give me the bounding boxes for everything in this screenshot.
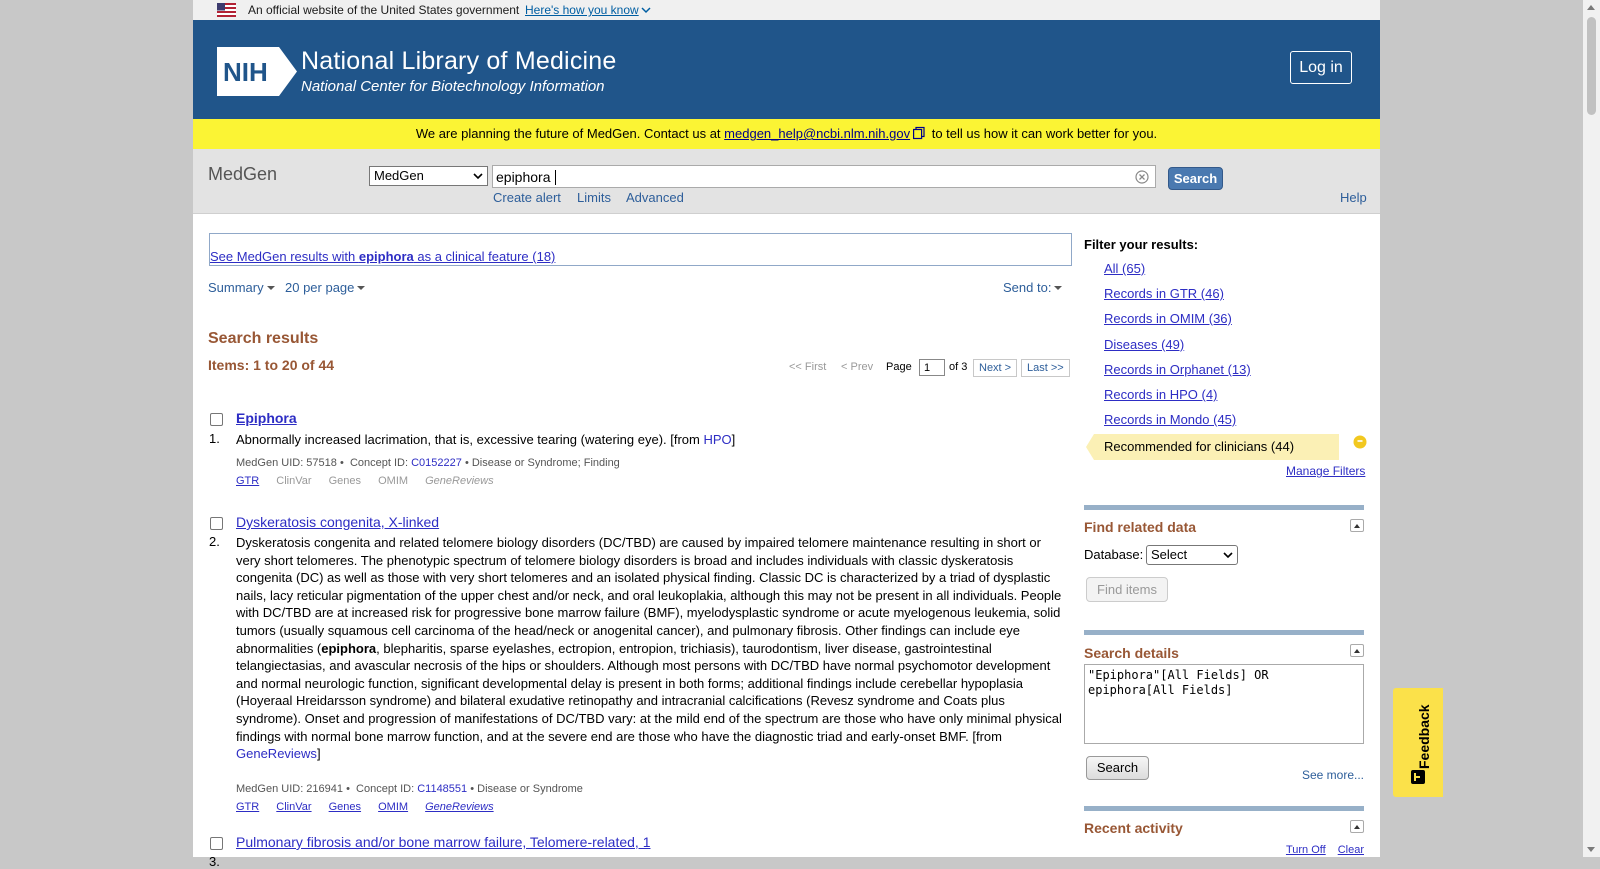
chevron-down-icon bbox=[472, 170, 484, 182]
remove-filter-icon[interactable] bbox=[1353, 435, 1367, 449]
search-bar bbox=[193, 149, 1380, 214]
feedback-label: Feedback bbox=[1416, 704, 1432, 769]
advanced-link[interactable]: Advanced bbox=[626, 190, 684, 205]
contact-email-link[interactable]: medgen_help@ncbi.nlm.nih.gov bbox=[724, 126, 911, 141]
filter-omim[interactable]: Records in OMIM (36) bbox=[1104, 311, 1232, 326]
prev-page-link: < Prev bbox=[841, 361, 874, 373]
feedback-icon bbox=[1410, 769, 1426, 785]
database-name: MedGen bbox=[208, 164, 278, 184]
result-number: 1. bbox=[209, 431, 220, 446]
search-input[interactable]: epiphora bbox=[492, 165, 1156, 188]
find-related-heading: Find related data bbox=[1084, 519, 1197, 535]
gtr-link[interactable]: GTR bbox=[236, 475, 260, 487]
page bbox=[193, 0, 1380, 869]
login-button[interactable]: Log in bbox=[1290, 51, 1352, 84]
filter-all[interactable]: All (65) bbox=[1104, 261, 1146, 276]
result-checkbox[interactable] bbox=[210, 413, 223, 426]
result-title-link[interactable]: Pulmonary fibrosis and/or bone marrow failure, Telomere-related, 1 bbox=[236, 834, 651, 850]
omim-link: OMIM bbox=[378, 475, 409, 487]
page-label: Page bbox=[886, 361, 912, 373]
chevron-down-icon bbox=[641, 6, 651, 14]
per-page-menu[interactable]: 20 per page bbox=[285, 280, 365, 295]
gov-banner bbox=[193, 0, 1380, 20]
result-title-link[interactable]: Epiphora bbox=[236, 410, 297, 426]
copy-icon[interactable] bbox=[913, 127, 925, 139]
clinical-feature-banner bbox=[209, 233, 1072, 266]
result-number: 2. bbox=[209, 534, 220, 549]
create-alert-link[interactable]: Create alert bbox=[493, 190, 561, 205]
caret-down-icon bbox=[357, 286, 365, 290]
how-you-know-link[interactable]: Here's how you know bbox=[525, 3, 651, 17]
send-to-menu[interactable]: Send to: bbox=[1003, 280, 1062, 295]
result-links bbox=[236, 475, 508, 487]
filter-hpo[interactable]: Records in HPO (4) bbox=[1104, 387, 1218, 402]
collapse-toggle-icon[interactable] bbox=[1350, 519, 1364, 532]
clinvar-link: ClinVar bbox=[276, 475, 312, 487]
notice-text-after: to tell us how it can work better for you. bbox=[928, 126, 1158, 141]
filter-orphanet[interactable]: Records in Orphanet (13) bbox=[1104, 362, 1251, 377]
summary-menu[interactable]: Summary bbox=[208, 280, 275, 295]
find-items-button: Find items bbox=[1086, 577, 1168, 602]
last-page-button[interactable]: Last >> bbox=[1021, 359, 1070, 377]
source-link[interactable]: GeneReviews bbox=[236, 746, 317, 762]
filter-title: Filter your results: bbox=[1084, 237, 1199, 252]
nih-logo-icon[interactable] bbox=[217, 47, 297, 96]
limits-link[interactable]: Limits bbox=[577, 190, 611, 205]
scrollbar-thumb[interactable] bbox=[1587, 17, 1596, 115]
items-count: Items: 1 to 20 of 44 bbox=[208, 357, 335, 373]
genereviews-link[interactable]: GeneReviews bbox=[425, 801, 494, 813]
clear-link[interactable]: Clear bbox=[1337, 844, 1364, 856]
feedback-button[interactable] bbox=[1393, 688, 1443, 797]
clinical-feature-link[interactable]: See MedGen results with epiphora as a clinical feature (18) bbox=[210, 249, 556, 264]
concept-id-link[interactable]: C0152227 bbox=[411, 457, 462, 469]
clinvar-link[interactable]: ClinVar bbox=[276, 801, 312, 813]
result-number: 3. bbox=[209, 854, 220, 869]
caret-down-icon bbox=[1054, 286, 1062, 290]
notice-banner bbox=[193, 119, 1380, 149]
turn-off-link[interactable]: Turn Off bbox=[1285, 844, 1326, 856]
database-label: Database: bbox=[1084, 547, 1144, 562]
site-subtitle: National Center for Biotechnology Information bbox=[301, 78, 605, 95]
notice-text-before: We are planning the future of MedGen. Contact us at bbox=[415, 126, 725, 141]
manage-filters-link[interactable]: Manage Filters bbox=[1286, 464, 1366, 478]
svg-text:NIH: NIH bbox=[223, 57, 268, 87]
page-scrollbar[interactable] bbox=[1583, 0, 1600, 857]
genes-link[interactable]: Genes bbox=[328, 801, 362, 813]
search-details-portlet bbox=[1084, 630, 1364, 790]
gtr-link[interactable]: GTR bbox=[236, 801, 260, 813]
first-page-link: << First bbox=[789, 361, 827, 373]
collapse-toggle-icon[interactable] bbox=[1350, 820, 1364, 833]
recent-activity-portlet bbox=[1084, 806, 1364, 866]
next-page-button[interactable]: Next > bbox=[973, 359, 1017, 377]
filter-recommended-clinicians[interactable]: Recommended for clinicians (44) bbox=[1086, 434, 1339, 460]
result-checkbox[interactable] bbox=[210, 517, 223, 530]
result-meta: MedGen UID: 57518 • Concept ID: C0152227 • Disease or Syndrome; Finding bbox=[236, 457, 620, 469]
search-results-heading: Search results bbox=[208, 330, 319, 347]
result-description: Dyskeratosis congenita and related telomere biology disorders (DC/TBD) are caused by impaired telomere maintenance resulting in short or very short telomeres. The phenotypic spectrum of telomere biology disorders is broad and includes individuals with classic dyskeratosis congenita (DC) as well as those with very short telomeres and an isolated physical finding. Classic DC is characterized by a triad of dysplastic nails, lacy reticular pigmentation of the upper chest and/or neck, and oral leukoplakia, although this may not be present in all individuals. People with DC/TBD are at increased risk for progressive bone marrow failure (BMF), myelodysplastic syndrome or acute myelogenous leukemia, solid tumors (usually squamous cell carcinoma of the head/neck or anogenital cancer), and pulmonary fibrosis. Other findings can include eye abnormalities (epiphora, blepharitis, sparse eyelashes, ectropion, entropion, trichiasis), taurodontism, liver disease, gastrointestinal telangiectasias, and avascular necrosis of the hips or shoulders. Although most persons with DC/TBD have normal psychomotor development and normal neurologic function, significant developmental delay is present in both forms; additional findings include cerebellar hypoplasia (Hoyeraal Hreidarsson syndrome) and bilateral exudative retinopathy and intracranial calcifications (Revesz syndrome and Coats plus syndrome). Onset and progression of manifestations of DC/TBD vary: at the mild end of the spectrum are those who have only minimal physical findings with normal bone marrow function, and at the severe end are those who have the diagnostic triad and early-onset BMF. [from GeneReviews] bbox=[236, 535, 1062, 762]
omim-link[interactable]: OMIM bbox=[378, 801, 409, 813]
pager bbox=[193, 359, 1072, 377]
result-title-link[interactable]: Dyskeratosis congenita, X-linked bbox=[236, 514, 440, 530]
result-links bbox=[236, 801, 508, 813]
chevron-down-icon bbox=[1222, 549, 1234, 561]
page-total: of 3 bbox=[949, 361, 968, 373]
filter-diseases[interactable]: Diseases (49) bbox=[1104, 337, 1185, 352]
search-details-button[interactable]: Search bbox=[1086, 756, 1149, 780]
search-details-textarea[interactable]: "Epiphora"[All Fields] OR epiphora[All Fields] bbox=[1084, 664, 1364, 744]
result-meta: MedGen UID: 216941 • Concept ID: C1148551 • Disease or Syndrome bbox=[236, 783, 583, 795]
clear-search-icon[interactable] bbox=[1135, 170, 1149, 184]
find-related-portlet bbox=[1084, 505, 1364, 605]
filter-gtr[interactable]: Records in GTR (46) bbox=[1104, 286, 1224, 301]
recent-activity-heading: Recent activity bbox=[1084, 820, 1183, 836]
filter-mondo[interactable]: Records in Mondo (45) bbox=[1104, 412, 1237, 427]
us-flag-icon bbox=[217, 3, 236, 17]
genereviews-link: GeneReviews bbox=[425, 475, 494, 487]
source-link[interactable]: HPO bbox=[703, 432, 732, 447]
genes-link: Genes bbox=[328, 475, 362, 487]
result-checkbox[interactable] bbox=[210, 837, 223, 850]
search-button[interactable]: Search bbox=[1168, 167, 1223, 190]
text-caret bbox=[555, 170, 556, 185]
database-select[interactable]: MedGen bbox=[369, 166, 488, 186]
collapse-toggle-icon[interactable] bbox=[1350, 644, 1364, 657]
related-database-select[interactable]: Select bbox=[1146, 545, 1238, 565]
help-link[interactable]: Help bbox=[1340, 190, 1367, 205]
page-number-input[interactable] bbox=[919, 359, 945, 376]
site-header bbox=[193, 20, 1380, 119]
scroll-down-icon[interactable] bbox=[1587, 847, 1595, 852]
see-more-link[interactable]: See more... bbox=[1301, 768, 1364, 782]
concept-id-link[interactable]: C1148551 bbox=[417, 783, 468, 795]
site-title[interactable]: National Library of Medicine bbox=[301, 47, 617, 75]
scroll-up-icon[interactable] bbox=[1587, 5, 1595, 10]
gov-banner-text: An official website of the United States government bbox=[248, 3, 520, 17]
result-description: Abnormally increased lacrimation, that is, excessive tearing (watering eye). [from HPO] bbox=[236, 432, 736, 447]
caret-down-icon bbox=[267, 286, 275, 290]
search-details-heading: Search details bbox=[1084, 645, 1179, 661]
